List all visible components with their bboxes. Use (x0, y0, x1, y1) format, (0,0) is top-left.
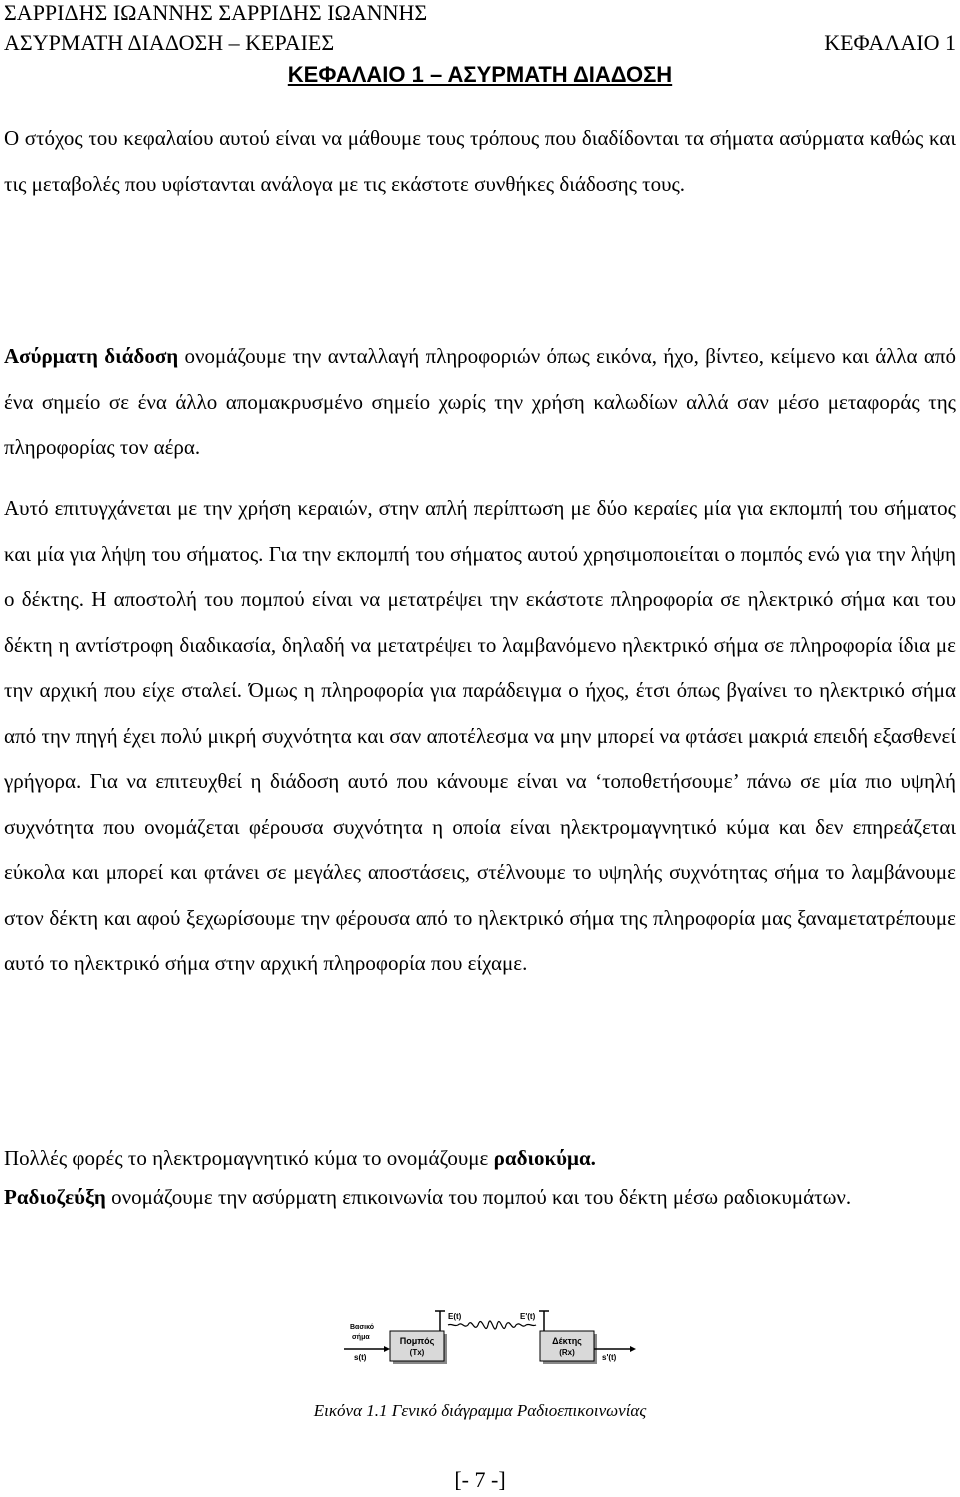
radiolink-paragraph (4, 1175, 956, 1220)
input-signal-label: s(t) (354, 1353, 367, 1362)
body-paragraph: Αυτό επιτυγχάνεται με την χρήση κεραιών, στην απλή περίπτωση με δύο κεραίες μία για εκπομπή του σήματος και μία για λήψη του σήματος. Για την εκπομπή του σήματος αυτού χρησιμοποιείται ο πομπός ενώ για την λήψη ο δέκτης. Η αποστολή του πομπού είναι να μετατρέψει την εκάστοτε πληροφορία σε ηλεκτρικό σήμα και του δέκτη η αντίστροφη διαδικασία, δηλαδή να μετατρέψει το λαμβανόμενο ηλεκτρικό σήμα σε πληροφορία ίδια με την αρχική που είχε σταλεί. Όμως η πληροφορία για παράδειγμα ο ήχος, έτσι όπως βγαίνει το ηλεκτρικό σήμα από την πηγή έχει πολύ μικρή συχνότητα και σαν αποτέλεσμα να μην μπορεί να φτάσει μακριά επειδή εξασθενεί γρήγορα. Για να επιτευχθεί η διάδοση αυτό που κάνουμε είναι να ‘τοποθετήσουμε’ πάνω σε μία πιο υψηλή συχνότητα που ονομάζεται φέρουσα συχνότητα η οποία είναι ηλεκτρομαγνητικό κύμα και δεν επηρεάζεται εύκολα και μπορεί και φτάνει σε μεγάλες αποστάσεις, στέλνουμε το υψηλής συχνότητας σήμα το λαμβάνουμε στον δέκτη και αφού ξεχωρίσουμε την φέρουσα από το ηλεκτρικό σήμα της πληροφορία μας ξαναμετατρέπουμε αυτό το ηλεκτρικό σήμα στην αρχική πληροφορία που είχαμε. (4, 496, 956, 975)
radiowave-term: ραδιοκύμα. (493, 1146, 596, 1170)
page-number: [- 7 -] (454, 1467, 506, 1492)
definition-paragraph (4, 334, 956, 471)
receiver-title: Δέκτης (552, 1336, 582, 1346)
field-rx-label: E'(t) (520, 1312, 536, 1321)
header-author: ΣΑΡΡΙΔΗΣ ΙΩΑΝΝΗΣ ΣΑΡΡΙΔΗΣ ΙΩΑΝΝΗΣ (4, 0, 428, 25)
intro-paragraph: Ο στόχος του κεφαλαίου αυτού είναι να μάθουμε τους τρόπους που διαδίδονται τα σήματα ασύρματα καθώς και τις μεταβολές που υφίστανται ανάλογα με τις εκάστοτε συνθήκες διάδοσης τους. (4, 126, 956, 196)
output-arrow (630, 1346, 636, 1352)
definition-term: Ασύρματη διάδοση (4, 344, 179, 368)
header-chapter-label: ΚΕΦΑΛΑΙΟ 1 (824, 30, 956, 55)
receiver-code: (Rx) (559, 1348, 575, 1357)
definition-text: ονομάζουμε την ανταλλαγή πληροφοριών όπως εικόνα, ήχο, βίντεο, κείμενο και άλλα από ένα σημείο σε ένα άλλο απομακρυσμένο σημείο χωρίς την χρήση καλωδίων αλλά σαν μέσο μεταφοράς της πληροφορίας τον αέρα. (4, 344, 956, 459)
output-signal-label: s'(t) (602, 1353, 617, 1362)
radio-wave (448, 1321, 536, 1329)
source-label-1: Βασικό (350, 1324, 375, 1331)
radiolink-text: ονομάζουμε την ασύρματη επικοινωνία του πομπού και του δέκτη μέσω ραδιοκυμάτων. (105, 1185, 852, 1209)
field-tx-label: E(t) (448, 1312, 462, 1321)
chapter-title: ΚΕΦΑΛΑΙΟ 1 – ΑΣΥΡΜΑΤΗ ΔΙΑΔΟΣΗ (287, 62, 673, 87)
transmitter-title: Πομπός (399, 1336, 435, 1346)
radiolink-term: Ραδιοζεύξη (4, 1185, 106, 1209)
header-subject: ΑΣΥΡΜΑΤΗ ΔΙΑΔΟΣΗ – ΚΕΡΑΙΕΣ (4, 30, 335, 55)
transmitter-code: (Tx) (409, 1348, 425, 1357)
figure-caption: Εικόνα 1.1 Γενικό διάγραμμα Ραδιοεπικοινωνίας (313, 1401, 647, 1420)
source-label-2: σήμα (352, 1334, 370, 1341)
input-arrow (384, 1346, 390, 1352)
radio-communication-diagram (340, 1305, 640, 1375)
radiowave-text: Πολλές φορές το ηλεκτρομαγνητικό κύμα το ονομάζουμε (4, 1146, 494, 1170)
